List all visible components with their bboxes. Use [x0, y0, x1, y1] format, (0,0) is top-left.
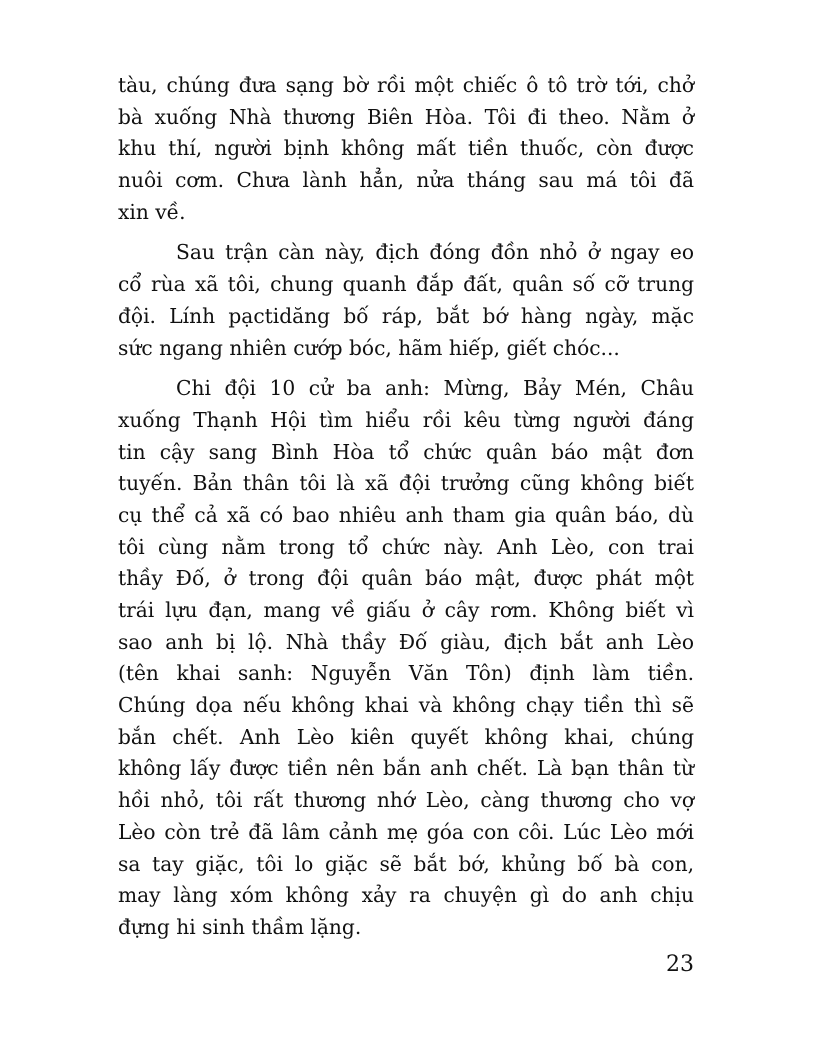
- text-line: nuôi cơm. Chưa lành hẳn, nửa tháng sau má tôi đã: [118, 168, 694, 193]
- paragraph-2: [118, 237, 694, 364]
- text-line: tuyến. Bản thân tôi là xã đội trưởng cũng không biết: [118, 471, 694, 496]
- text-line: cổ rùa xã tôi, chung quanh đắp đất, quân số cỡ trung: [118, 272, 694, 297]
- page-number: 23: [666, 952, 694, 977]
- body-text: [118, 70, 694, 953]
- text-line: xin về.: [118, 199, 186, 224]
- text-line: Chúng dọa nếu không khai và không chạy tiền thì sẽ: [118, 693, 694, 718]
- text-line: tàu, chúng đưa sạng bờ rồi một chiếc ô tô trờ tới, chở: [118, 73, 694, 97]
- text-line: thầy Đố, ở trong đội quân báo mật, được phát một: [118, 566, 694, 591]
- text-line: sa tay giặc, tôi lo giặc sẽ bắt bớ, khủng bố bà con,: [118, 851, 694, 876]
- text-line: xuống Thạnh Hội tìm hiểu rồi kêu từng người đáng: [118, 407, 694, 432]
- text-line: không lấy được tiền nên bắn anh chết. Là bạn thân từ: [118, 756, 694, 781]
- text-line: hồi nhỏ, tôi rất thương nhớ Lèo, càng thương cho vợ: [118, 788, 694, 813]
- text-line: Lèo còn trẻ đã lâm cảnh mẹ góa con côi. Lúc Lèo mới: [118, 819, 694, 844]
- text-line: may làng xóm không xảy ra chuyện gì do anh chịu: [118, 883, 694, 908]
- text-line: tôi cùng nằm trong tổ chức này. Anh Lèo, con trai: [118, 534, 694, 559]
- paragraph-1: [118, 70, 694, 228]
- text-line: cụ thể cả xã có bao nhiêu anh tham gia quân báo, dù: [118, 502, 694, 527]
- text-line: tin cậy sang Bình Hòa tổ chức quân báo mật đơn: [118, 439, 694, 464]
- text-line: (tên khai sanh: Nguyễn Văn Tôn) định làm tiền.: [118, 661, 694, 686]
- text-line: trái lựu đạn, mang về giấu ở cây rơm. Không biết vì: [118, 598, 694, 622]
- paragraph-3: [118, 373, 694, 943]
- text-line: bà xuống Nhà thương Biên Hòa. Tôi đi theo. Nằm ở: [118, 104, 694, 129]
- text-line: đựng hi sinh thầm lặng.: [118, 914, 362, 939]
- text-line: Sau trận càn này, địch đóng đồn nhỏ ở ngay eo: [176, 240, 694, 265]
- text-line: Chi đội 10 cử ba anh: Mừng, Bảy Mén, Châu: [176, 376, 694, 401]
- text-line: sức ngang nhiên cướp bóc, hãm hiếp, giết chóc...: [118, 335, 620, 360]
- text-line: bắn chết. Anh Lèo kiên quyết không khai, chúng: [118, 724, 694, 749]
- text-line: sao anh bị lộ. Nhà thầy Đố giàu, địch bắt anh Lèo: [118, 629, 694, 654]
- text-line: khu thí, người bịnh không mất tiền thuốc, còn được: [118, 136, 694, 161]
- text-line: đội. Lính pạctidăng bố ráp, bắt bớ hàng ngày, mặc: [118, 303, 694, 328]
